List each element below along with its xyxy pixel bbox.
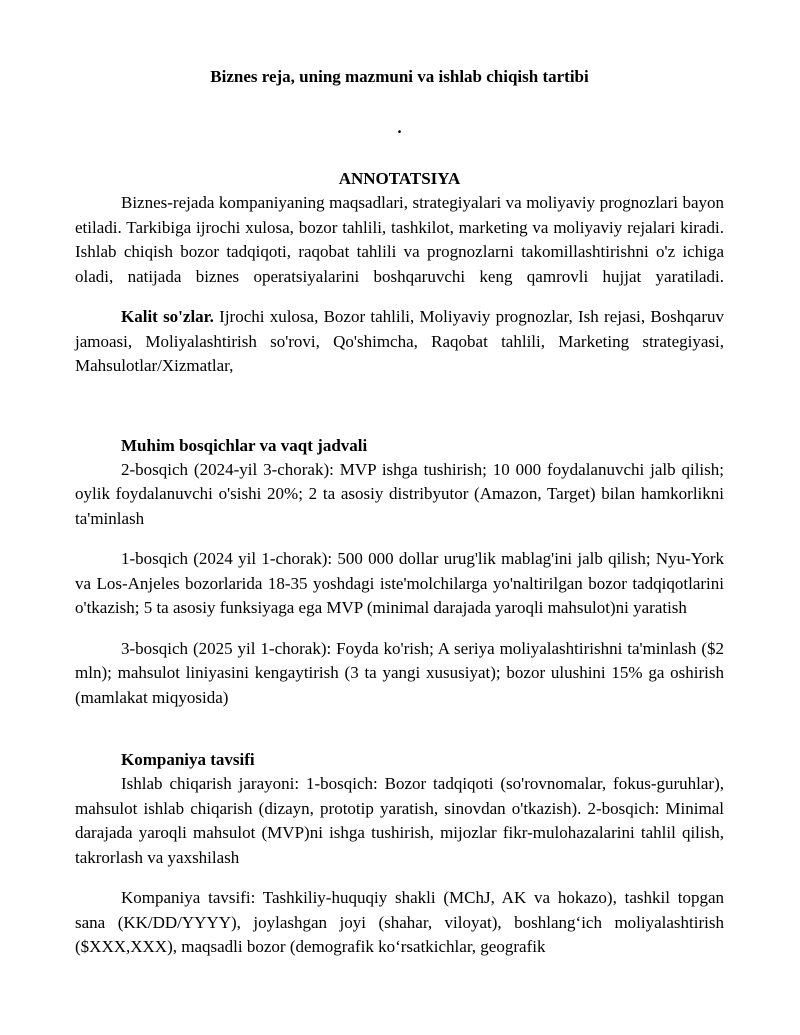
milestones-heading: Muhim bosqichlar va vaqt jadvali	[121, 435, 368, 455]
company-heading: Kompaniya tavsifi	[121, 750, 255, 769]
abstract-heading: ANNOTATSIYA	[338, 169, 461, 188]
abstract-paragraph: Biznes-rejada kompaniyaning maqsadlari, strategiyalari va moliyaviy prognozlari bayon etiladi. Tarkibiga ijrochi xulosa, bozor tahlili, tashkilot, marketing va moliyaviy rejalari kiradi. Ishlab chiqish bozor tadqiqoti, raqobat tahlili va prognozlarni takomillashtirishni o'z ichiga oladi, natijada biznes operatsiyalarini boshqaruvchi keng qamrovli hujjat yaratiladi.	[75, 193, 724, 286]
document-title: Biznes reja, uning mazmuni va ishlab chiqish tartibi	[210, 67, 589, 86]
keywords-text: Ijrochi xulosa, Bozor tahlili, Moliyaviy prognozlar, Ish rejasi, Boshqaruv jamoasi, Moliyalashtirish so'rovi, Qo'shimcha, Raqobat tahlili, Marketing strategiyasi, Mahsulotlar/Xizmatlar,	[75, 307, 724, 375]
milestone-paragraph-1: 2-bosqich (2024-yil 3-chorak): MVP ishga tushirish; 10 000 foydalanuvchi jalb qilish; oylik foydalanuvchi o'sishi 20%; 2 ta asosiy distribyutor (Amazon, Target) bilan hamkorlikni ta'minlash	[75, 459, 724, 528]
company-paragraph-2: Kompaniya tavsifi: Tashkiliy-huquqiy shakli (MChJ, AK va hokazo), tashkil topgan sana (KK/DD/YYYY), joylashgan joyi (shahar, viloyat), boshlang‘ich moliyalashtirish ($XXX,XXX), maqsadli bozor (demografik ko‘rsatkichlar, geografik	[75, 888, 724, 956]
keywords-label: Kalit so'zlar.	[121, 307, 214, 326]
title-separator: .	[397, 118, 402, 137]
milestone-paragraph-2: 1-bosqich (2024 yil 1-chorak): 500 000 dollar urug'lik mablag'ini jalb qilish; Nyu-York va Los-Anjeles bozorlarida 18-35 yoshdagi iste'molchilarga yo'naltirilgan bozor tadqiqotlarini o'tkazish; 5 ta asosiy funksiyaga ega MVP (minimal darajada yaroqli mahsulot)ni yaratish	[75, 549, 724, 617]
keywords-paragraph	[75, 305, 724, 379]
milestone-paragraph-3: 3-bosqich (2025 yil 1-chorak): Foyda ko'rish; A seriya moliyalashtirishni ta'minlash ($2 mln); mahsulot liniyasini kengaytirish (3 ta yangi xususiyat); bozor ulushini 15% ga oshirish (mamlakat miqyosida)	[75, 638, 724, 707]
company-paragraph-1: Ishlab chiqarish jarayoni: 1-bosqich: Bozor tadqiqoti (so'rovnomalar, fokus-guruhlar), mahsulot ishlab chiqarish (dizayn, prototip yaratish, sinovdan o'tkazish). 2-bosqich: Minimal darajada yaroqli mahsulot (MVP)ni ishga tushirish, mijozlar fikr-mulohazalarini tahlil qilish, takrorlash va yaxshilash	[75, 774, 724, 867]
